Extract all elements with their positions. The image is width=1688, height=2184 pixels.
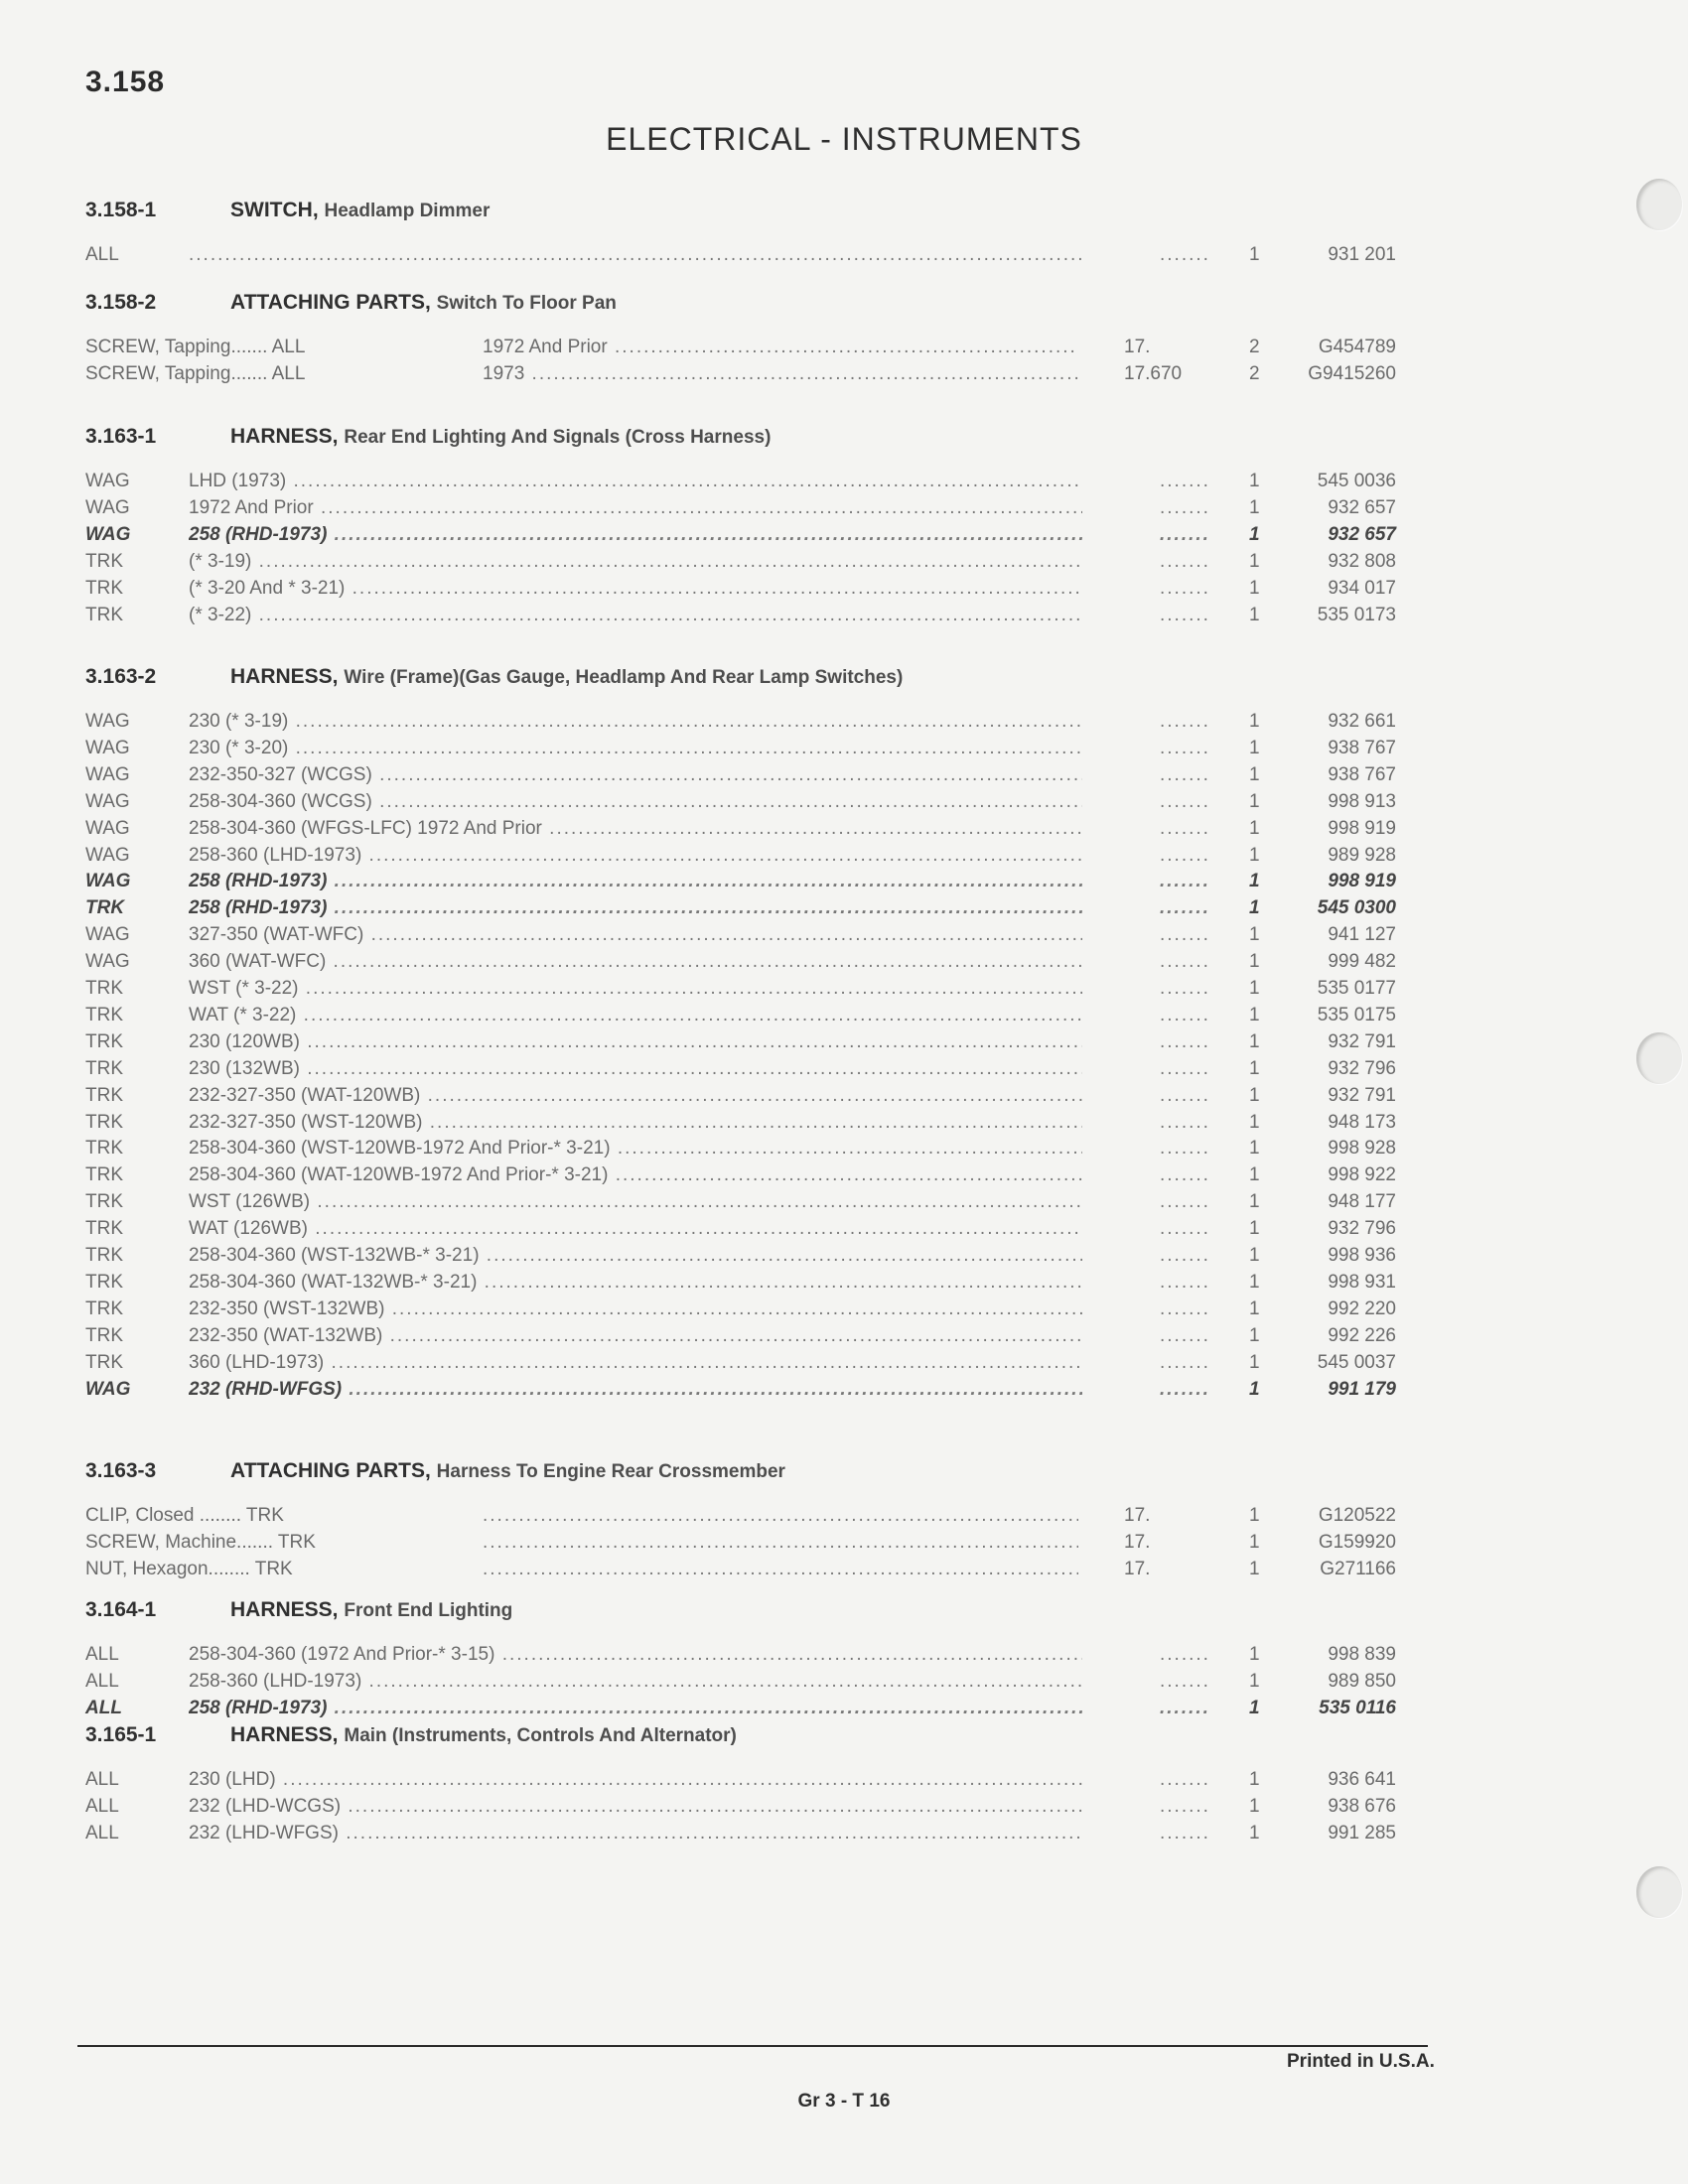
quantity-cell: 1 — [1249, 1297, 1260, 1319]
model-cell: SCREW, Tapping....... ALL — [85, 362, 306, 384]
table-row — [0, 1671, 1688, 1698]
model-cell: SCREW, Machine....... TRK — [85, 1531, 316, 1553]
section-label: ATTACHING PARTS, — [230, 1459, 431, 1482]
description-cell — [189, 244, 1082, 266]
table-row — [0, 738, 1688, 764]
table-row — [0, 244, 1688, 271]
leader-dots: ....... — [1160, 978, 1210, 999]
part-number-cell: 932 791 — [1328, 1084, 1396, 1106]
table-row — [0, 764, 1688, 791]
catalog-number-cell: 17. — [1124, 337, 1151, 357]
quantity-cell: 1 — [1249, 1769, 1260, 1790]
model-cell: WAG — [85, 711, 130, 732]
leader-dots: ....... — [1160, 1271, 1210, 1293]
model-cell: CLIP, Closed ........ TRK — [85, 1505, 284, 1526]
section-heading — [85, 1459, 785, 1483]
quantity-cell: 1 — [1249, 978, 1260, 999]
section-label: HARNESS, — [230, 665, 339, 688]
leader-dots: ....... — [1160, 1351, 1210, 1373]
model-cell: WAG — [85, 924, 130, 946]
description-cell: 232-327-350 (WAT-120WB) ..... — [189, 1085, 1082, 1107]
table-row — [0, 1164, 1688, 1191]
section-heading — [85, 291, 617, 315]
model-cell: WAG — [85, 471, 130, 491]
part-number-cell: 545 0036 — [1317, 471, 1396, 491]
description-cell: 258-304-360 (WAT-120WB-1972 And Prior-* 3-21) ..... — [189, 1164, 1082, 1186]
part-number-cell: G454789 — [1318, 337, 1396, 357]
section-code: 3.164-1 — [85, 1598, 157, 1621]
part-number-cell: 938 676 — [1328, 1795, 1396, 1817]
quantity-cell: 1 — [1249, 817, 1260, 839]
quantity-cell: 1 — [1249, 737, 1260, 758]
quantity-cell: 1 — [1249, 1004, 1260, 1025]
part-number-cell: 948 177 — [1328, 1191, 1396, 1213]
table-row — [0, 337, 1688, 363]
section-description: Front End Lighting — [344, 1600, 513, 1621]
model-cell: TRK — [85, 1245, 123, 1266]
table-row — [0, 1085, 1688, 1112]
leader-dots: ....... — [1160, 1670, 1210, 1692]
section-code: 3.158-1 — [85, 199, 157, 221]
part-number-cell: 938 767 — [1328, 763, 1396, 785]
description-cell: 232-327-350 (WST-120WB) ..... — [189, 1112, 1082, 1134]
part-number-cell: 932 791 — [1328, 1030, 1396, 1052]
model-cell: TRK — [85, 1271, 123, 1293]
model-cell: TRK — [85, 1084, 123, 1106]
section-heading — [85, 425, 771, 449]
description-cell: 230 (* 3-20) ..... — [189, 738, 1082, 759]
part-number-cell: 948 173 — [1328, 1111, 1396, 1133]
quantity-cell: 1 — [1249, 1531, 1260, 1553]
table-row — [0, 1644, 1688, 1671]
table-row — [0, 845, 1688, 872]
catalog-number-cell: 17. — [1124, 1531, 1151, 1553]
table-row — [0, 871, 1688, 897]
quantity-cell: 1 — [1249, 1324, 1260, 1346]
leader-dots: ....... — [1160, 1084, 1210, 1106]
leader-dots: ....... — [1160, 711, 1210, 732]
model-cell: WAG — [85, 523, 131, 545]
model-cell: TRK — [85, 1218, 123, 1240]
page-title: ELECTRICAL - INSTRUMENTS — [606, 121, 1082, 157]
leader-dots: ....... — [1160, 1111, 1210, 1133]
leader-dots: ....... — [1160, 844, 1210, 866]
leader-dots: ....... — [1160, 951, 1210, 973]
table-row — [0, 1823, 1688, 1849]
description-cell — [483, 1559, 1078, 1580]
footer-rule — [77, 2045, 1428, 2047]
part-number-cell: 998 928 — [1328, 1138, 1396, 1160]
description-cell: (* 3-19) ..... — [189, 551, 1082, 573]
table-row — [0, 897, 1688, 924]
model-cell: NUT, Hexagon........ TRK — [85, 1558, 293, 1579]
part-number-cell: 932 796 — [1328, 1218, 1396, 1240]
model-cell: ALL — [85, 1697, 122, 1718]
model-cell: ALL — [85, 1769, 119, 1790]
description-cell: 360 (WAT-WFC) ..... — [189, 951, 1082, 973]
leader-dots: ....... — [1160, 1191, 1210, 1213]
leader-dots: ....... — [1160, 1245, 1210, 1266]
description-cell: 230 (132WB) ..... — [189, 1058, 1082, 1080]
quantity-cell: 1 — [1249, 790, 1260, 812]
description-cell: 258-360 (LHD-1973) ..... — [189, 845, 1082, 867]
table-row — [0, 1325, 1688, 1352]
quantity-cell: 1 — [1249, 1111, 1260, 1133]
table-row — [0, 1191, 1688, 1218]
description-cell: 232 (RHD-WFGS) ..... — [189, 1379, 1082, 1401]
quantity-cell: 1 — [1249, 1822, 1260, 1843]
leader-dots: ....... — [1160, 550, 1210, 572]
quantity-cell: 1 — [1249, 1245, 1260, 1266]
description-cell: WST (126WB) ..... — [189, 1191, 1082, 1213]
description-cell: 258-304-360 (WCGS) ..... — [189, 791, 1082, 813]
quantity-cell: 1 — [1249, 711, 1260, 732]
model-cell: SCREW, Tapping....... ALL — [85, 337, 306, 357]
description-cell: 327-350 (WAT-WFC) ..... — [189, 924, 1082, 946]
model-cell: TRK — [85, 1191, 123, 1213]
table-row — [0, 551, 1688, 578]
section-heading — [85, 1723, 737, 1747]
part-number-cell: G271166 — [1320, 1558, 1396, 1579]
leader-dots: ....... — [1160, 790, 1210, 812]
quantity-cell: 2 — [1249, 337, 1260, 357]
quantity-cell: 1 — [1249, 471, 1260, 491]
table-row — [0, 711, 1688, 738]
table-row — [0, 924, 1688, 951]
footer-code: Gr 3 - T 16 — [797, 2091, 891, 2112]
quantity-cell: 1 — [1249, 1378, 1260, 1400]
quantity-cell: 1 — [1249, 1218, 1260, 1240]
quantity-cell: 1 — [1249, 1084, 1260, 1106]
quantity-cell: 1 — [1249, 1505, 1260, 1526]
quantity-cell: 1 — [1249, 604, 1260, 625]
quantity-cell: 1 — [1249, 1030, 1260, 1052]
description-cell: 232 (LHD-WFGS) ..... — [189, 1823, 1082, 1844]
part-number-cell: 998 931 — [1328, 1271, 1396, 1293]
section-label: SWITCH, — [230, 199, 319, 221]
section-description: Rear End Lighting And Signals (Cross Harness) — [344, 427, 772, 448]
model-cell: WAG — [85, 737, 130, 758]
leader-dots: ....... — [1160, 244, 1210, 265]
description-cell: 258-304-360 (WFGS-LFC) 1972 And Prior ..... — [189, 818, 1082, 840]
table-row — [0, 471, 1688, 497]
table-row — [0, 1698, 1688, 1724]
part-number-cell: 932 657 — [1328, 496, 1396, 518]
table-row — [0, 1031, 1688, 1058]
table-row — [0, 1272, 1688, 1298]
part-number-cell: 998 839 — [1328, 1644, 1396, 1665]
part-number-cell: 545 0037 — [1317, 1351, 1396, 1373]
binder-hole — [1636, 179, 1682, 230]
part-number-cell: 535 0175 — [1317, 1004, 1396, 1025]
description-cell: WAT (* 3-22) ..... — [189, 1005, 1082, 1026]
description-cell: WST (* 3-22) ..... — [189, 978, 1082, 1000]
part-number-cell: 932 661 — [1328, 711, 1396, 732]
model-cell: TRK — [85, 1057, 123, 1079]
part-number-cell: 991 285 — [1328, 1822, 1396, 1843]
leader-dots: ....... — [1160, 577, 1210, 599]
leader-dots: ....... — [1160, 1697, 1210, 1718]
model-cell: WAG — [85, 763, 130, 785]
table-row — [0, 605, 1688, 631]
part-number-cell: 936 641 — [1328, 1769, 1396, 1790]
leader-dots: ....... — [1160, 604, 1210, 625]
model-cell: TRK — [85, 897, 125, 919]
part-number-cell: 535 0116 — [1319, 1697, 1396, 1718]
quantity-cell: 1 — [1249, 523, 1260, 545]
part-number-cell: 932 796 — [1328, 1057, 1396, 1079]
model-cell: TRK — [85, 1030, 123, 1052]
section-description: Wire (Frame)(Gas Gauge, Headlamp And Rear Lamp Switches) — [344, 667, 904, 688]
quantity-cell: 1 — [1249, 871, 1260, 892]
model-cell: TRK — [85, 604, 123, 625]
quantity-cell: 1 — [1249, 550, 1260, 572]
section-label: HARNESS, — [230, 425, 339, 448]
table-row — [0, 578, 1688, 605]
quantity-cell: 1 — [1249, 496, 1260, 518]
part-number-cell: 535 0173 — [1317, 604, 1396, 625]
part-number-cell: 999 482 — [1328, 951, 1396, 973]
part-number-cell: 989 850 — [1328, 1670, 1396, 1692]
description-cell: 258 (RHD-1973) ..... — [189, 524, 1082, 546]
description-cell — [483, 1505, 1078, 1527]
part-number-cell: 545 0300 — [1317, 897, 1396, 919]
table-row — [0, 1532, 1688, 1559]
quantity-cell: 1 — [1249, 1164, 1260, 1186]
section-heading — [85, 1598, 512, 1622]
quantity-cell: 1 — [1249, 1558, 1260, 1579]
printed-notice: Printed in U.S.A. — [1287, 2051, 1435, 2072]
model-cell: TRK — [85, 1138, 123, 1160]
section-label: HARNESS, — [230, 1598, 339, 1621]
quantity-cell: 1 — [1249, 244, 1260, 265]
catalog-number-cell: 17. — [1124, 1505, 1151, 1526]
part-number-cell: 992 220 — [1328, 1297, 1396, 1319]
quantity-cell: 1 — [1249, 924, 1260, 946]
leader-dots: ....... — [1160, 1644, 1210, 1665]
part-number-cell: 932 657 — [1328, 523, 1396, 545]
quantity-cell: 1 — [1249, 1795, 1260, 1817]
part-number-cell: 998 919 — [1328, 817, 1396, 839]
part-number-cell: G120522 — [1318, 1505, 1396, 1526]
model-cell: TRK — [85, 1297, 123, 1319]
part-number-cell: 998 919 — [1328, 871, 1396, 892]
table-row — [0, 1005, 1688, 1031]
model-cell: TRK — [85, 1004, 123, 1025]
part-number-cell: 931 201 — [1328, 244, 1396, 265]
part-number-cell: G159920 — [1318, 1531, 1396, 1553]
part-number-cell: 535 0177 — [1317, 978, 1396, 999]
table-row — [0, 818, 1688, 845]
model-cell: WAG — [85, 951, 130, 973]
description-cell: 1973 ..... — [483, 363, 1078, 385]
part-number-cell: 989 928 — [1328, 844, 1396, 866]
model-cell: TRK — [85, 1164, 123, 1186]
part-number-cell: 998 936 — [1328, 1245, 1396, 1266]
part-number-cell: 998 922 — [1328, 1164, 1396, 1186]
section-code: 3.163-2 — [85, 665, 157, 688]
table-row — [0, 978, 1688, 1005]
model-cell: TRK — [85, 1351, 123, 1373]
leader-dots: ....... — [1160, 924, 1210, 946]
quantity-cell: 1 — [1249, 1057, 1260, 1079]
description-cell: 232-350-327 (WCGS) ..... — [189, 764, 1082, 786]
table-row — [0, 1505, 1688, 1532]
section-description: Main (Instruments, Controls And Alternator) — [344, 1725, 737, 1746]
table-row — [0, 363, 1688, 390]
section-description: Switch To Floor Pan — [436, 293, 617, 314]
part-number-cell: 992 226 — [1328, 1324, 1396, 1346]
section-label: HARNESS, — [230, 1723, 339, 1746]
quantity-cell: 1 — [1249, 577, 1260, 599]
table-row — [0, 1245, 1688, 1272]
description-cell: 258-360 (LHD-1973) ..... — [189, 1671, 1082, 1693]
model-cell: TRK — [85, 1324, 123, 1346]
leader-dots: ....... — [1160, 496, 1210, 518]
leader-dots: ....... — [1160, 1218, 1210, 1240]
model-cell: WAG — [85, 1378, 131, 1400]
quantity-cell: 1 — [1249, 844, 1260, 866]
leader-dots: ....... — [1160, 1004, 1210, 1025]
quantity-cell: 1 — [1249, 1670, 1260, 1692]
leader-dots: ....... — [1160, 523, 1210, 545]
quantity-cell: 1 — [1249, 1271, 1260, 1293]
model-cell: TRK — [85, 550, 123, 572]
model-cell: ALL — [85, 1670, 119, 1692]
description-cell: LHD (1973) ..... — [189, 471, 1082, 492]
section-description: Headlamp Dimmer — [324, 201, 491, 221]
catalog-number-cell: 17.670 — [1124, 362, 1183, 384]
description-cell: 230 (120WB) ..... — [189, 1031, 1082, 1053]
binder-hole — [1636, 1866, 1682, 1918]
model-cell: TRK — [85, 577, 123, 599]
table-row — [0, 1058, 1688, 1085]
model-cell: ALL — [85, 1644, 119, 1665]
description-cell: 230 (LHD) ..... — [189, 1769, 1082, 1791]
part-number-cell: 998 913 — [1328, 790, 1396, 812]
section-description: Harness To Engine Rear Crossmember — [436, 1461, 785, 1482]
leader-dots: ....... — [1160, 1030, 1210, 1052]
quantity-cell: 1 — [1249, 1138, 1260, 1160]
table-row — [0, 1352, 1688, 1379]
description-cell: 258-304-360 (1972 And Prior-* 3-15) ..... — [189, 1644, 1082, 1666]
table-row — [0, 1138, 1688, 1164]
part-number-cell: 941 127 — [1328, 924, 1396, 946]
part-number-cell: 991 179 — [1328, 1378, 1396, 1400]
model-cell: TRK — [85, 1111, 123, 1133]
description-cell: 232 (LHD-WCGS) ..... — [189, 1796, 1082, 1818]
model-cell: ALL — [85, 244, 119, 265]
section-code: 3.165-1 — [85, 1723, 157, 1746]
model-cell: ALL — [85, 1822, 119, 1843]
table-row — [0, 951, 1688, 978]
description-cell: (* 3-22) ..... — [189, 605, 1082, 626]
leader-dots: ....... — [1160, 1769, 1210, 1790]
model-cell: WAG — [85, 871, 131, 892]
description-cell: 232-350 (WAT-132WB) ..... — [189, 1325, 1082, 1347]
description-cell: 258 (RHD-1973) ..... — [189, 1698, 1082, 1719]
table-row — [0, 791, 1688, 818]
page-number: 3.158 — [85, 66, 166, 98]
description-cell: 258-304-360 (WST-120WB-1972 And Prior-* 3-21) ..... — [189, 1138, 1082, 1160]
description-cell: 258-304-360 (WAT-132WB-* 3-21) ..... — [189, 1272, 1082, 1294]
leader-dots: ....... — [1160, 1795, 1210, 1817]
table-row — [0, 497, 1688, 524]
quantity-cell: 1 — [1249, 1191, 1260, 1213]
model-cell: WAG — [85, 790, 130, 812]
quantity-cell: 1 — [1249, 1644, 1260, 1665]
table-row — [0, 524, 1688, 551]
leader-dots: ....... — [1160, 817, 1210, 839]
catalog-number-cell: 17. — [1124, 1558, 1151, 1579]
table-row — [0, 1298, 1688, 1325]
description-cell: (* 3-20 And * 3-21) ..... — [189, 578, 1082, 600]
table-row — [0, 1769, 1688, 1796]
description-cell: 230 (* 3-19) ..... — [189, 711, 1082, 733]
table-row — [0, 1218, 1688, 1245]
description-cell: 258 (RHD-1973) ..... — [189, 871, 1082, 892]
part-number-cell: 934 017 — [1328, 577, 1396, 599]
section-code: 3.163-1 — [85, 425, 157, 448]
quantity-cell: 2 — [1249, 362, 1260, 384]
description-cell: WAT (126WB) ..... — [189, 1218, 1082, 1240]
leader-dots: ....... — [1160, 1164, 1210, 1186]
leader-dots: ....... — [1160, 471, 1210, 491]
model-cell: WAG — [85, 817, 130, 839]
description-cell: 258 (RHD-1973) ..... — [189, 897, 1082, 919]
quantity-cell: 1 — [1249, 1351, 1260, 1373]
leader-dots: ....... — [1160, 871, 1210, 892]
quantity-cell: 1 — [1249, 1697, 1260, 1718]
leader-dots: ....... — [1160, 1378, 1210, 1400]
section-heading — [85, 199, 490, 222]
description-cell — [483, 1532, 1078, 1554]
model-cell: WAG — [85, 844, 130, 866]
table-row — [0, 1112, 1688, 1139]
leader-dots: ....... — [1160, 897, 1210, 919]
model-cell: TRK — [85, 978, 123, 999]
description-cell: 258-304-360 (WST-132WB-* 3-21) ..... — [189, 1245, 1082, 1267]
description-cell: 360 (LHD-1973) ..... — [189, 1352, 1082, 1374]
leader-dots: ....... — [1160, 1057, 1210, 1079]
part-number-cell: 938 767 — [1328, 737, 1396, 758]
model-cell: WAG — [85, 496, 130, 518]
table-row — [0, 1379, 1688, 1406]
leader-dots: ....... — [1160, 737, 1210, 758]
section-code: 3.158-2 — [85, 291, 157, 314]
leader-dots: ....... — [1160, 763, 1210, 785]
section-code: 3.163-3 — [85, 1459, 157, 1482]
description-cell: 1972 And Prior ..... — [189, 497, 1082, 519]
leader-dots: ....... — [1160, 1297, 1210, 1319]
leader-dots: ....... — [1160, 1822, 1210, 1843]
model-cell: ALL — [85, 1795, 119, 1817]
section-heading — [85, 665, 903, 689]
leader-dots: ....... — [1160, 1324, 1210, 1346]
quantity-cell: 1 — [1249, 951, 1260, 973]
quantity-cell: 1 — [1249, 763, 1260, 785]
table-row — [0, 1796, 1688, 1823]
description-cell: 232-350 (WST-132WB) ..... — [189, 1298, 1082, 1320]
description-cell: 1972 And Prior ..... — [483, 337, 1078, 358]
part-number-cell: 932 808 — [1328, 550, 1396, 572]
part-number-cell: G9415260 — [1308, 362, 1396, 384]
table-row — [0, 1559, 1688, 1585]
quantity-cell: 1 — [1249, 897, 1260, 919]
section-label: ATTACHING PARTS, — [230, 291, 431, 314]
leader-dots: ....... — [1160, 1138, 1210, 1160]
